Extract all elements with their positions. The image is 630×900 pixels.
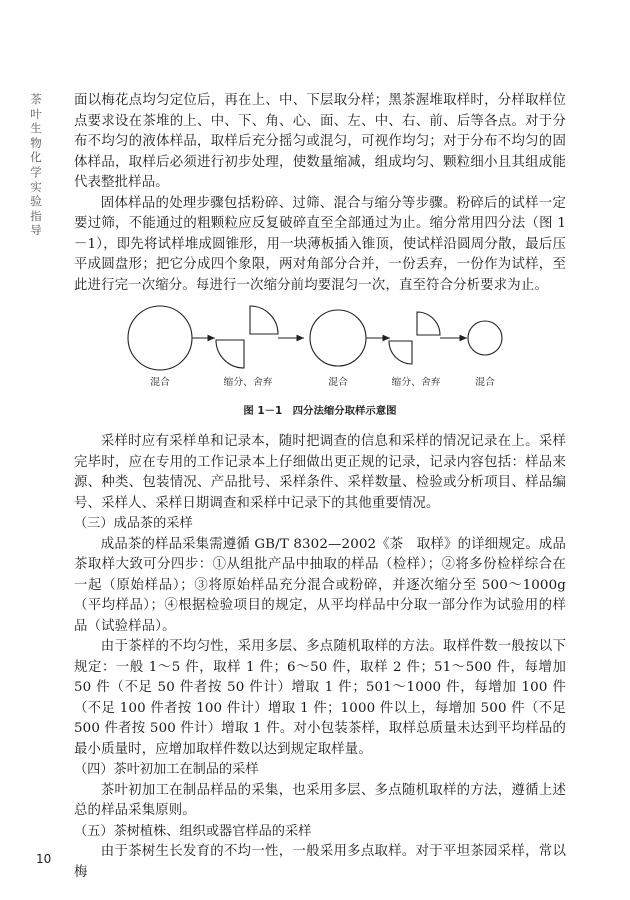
section-heading: （三）成品茶的采样 [74,516,193,531]
figure-label: 缩分、舍弃 [223,377,273,388]
figure-drawing [74,300,566,380]
figure-label: 缩分、舍弃 [391,377,441,388]
quarter-kept-1b [216,340,244,368]
quarter-kept-1a [250,306,278,334]
mixed-heap-circle-3 [468,321,502,355]
mixed-heap-circle-1 [128,306,192,370]
running-title: 茶叶生物化学实验指导 [30,92,42,238]
page-number: 10 [36,852,52,866]
paragraph: 由于茶树生长发育的不均一性，一般采用多点取样。对于平坦茶园采样，常以梅 [74,844,566,880]
quarter-kept-2b [389,341,412,364]
paragraph: 茶叶初加工在制品样品的采集，也采用多层、多点随机取样的方法，遵循上述总的样品采集原则。 [74,782,566,818]
figure-label: 混合 [328,377,348,388]
mixed-heap-circle-2 [310,310,366,366]
figure-label: 混合 [150,377,170,388]
paragraph: 采样时应有采样单和记录本，随时把调查的信息和采样的情况记录在上。采样完毕时，应在专用的工作记录本上仔细做出更正规的记录，记录内容包括：样品来源、种类、包装情况、产品批号、采样条件、采样数量、检验或分析项目、样品编号、采样人、采样日期调查和采样中记录下的其他重要情况。 [74,434,566,511]
figure-label: 混合 [475,377,495,388]
section-heading: （五）茶树植株、组织或器官样品的采样 [74,823,312,839]
figure-caption: 图 1－1 四分法缩分取样示意图 [243,405,397,417]
body-text-top [74,91,566,296]
paragraph: 固体样品的处理步骤包括粉碎、过筛、混合与缩分等步骤。粉碎后的试样一定要过筛，不能通过的粗颗粒应反复破碎直至全部通过为止。缩分常用四分法（图 1－1），即先将试样堆成圆锥形，用一块薄板插入锥顶，使试样沿圆周分散，最后压平成圆盘形；把它分成四个象限，两对角部分合并，一份丢弃，一份作为试样，至此进行完一次缩分。每进行一次缩分前均要混匀一次，直至符合分析要求为止。 [74,195,566,293]
quarter-kept-2a [417,312,440,335]
paragraph: 面以梅花点均匀定位后，再在上、中、下层取分样；黑茶渥堆取样时，分样取样位点要求设在茶堆的上、中、下、角、心、面、左、中、右、前、后等各点。对于分布不均匀的液体样品，取样后充分摇匀或混匀，可视作均匀；对于分布不均匀的固体样品，取样后必须进行初步处理，使数量缩减，组成均匀、颗粒细小且其组成能代表整批样品。 [74,93,566,190]
section-heading: （四）茶叶初加工在制品的采样 [74,762,259,777]
paragraph: 成品茶的样品采集需遵循 GB/T 8302—2002《茶 取样》的详细规定。成品茶取样大致可分四步：①从组批产品中抽取的样品（检样）；②将多份检样综合在一起（原始样品）；③将原始样品充分混合或粉碎，并逐次缩分至 500～1000g（平均样品）；④根据检验项目的规定，从平均样品中分取一部分作为试验用的样品（试验样品）。 [74,536,566,634]
quartering-figure [74,300,566,420]
body-text-bottom [74,432,566,883]
paragraph: 由于茶样的不均匀性，采用多层、多点随机取样的方法。取样件数一般按以下规定：一般 1～5 件，取样 1 件；6～50 件，取样 2 件；51～500 件，每增加 50 件（不足 50 件者按 50 件计）增取 1 件；501～1000 件，每增加 100 件（不足 100 件者按 100 件计）增取 1 件；1000 件以上，每增加 500 件（不足 500 件者按 500 件计）增取 1 件。对小包装茶样，取样总质量未达到平均样品的最小质量时，应增加取样件数以达到规定取样量。 [74,639,566,757]
